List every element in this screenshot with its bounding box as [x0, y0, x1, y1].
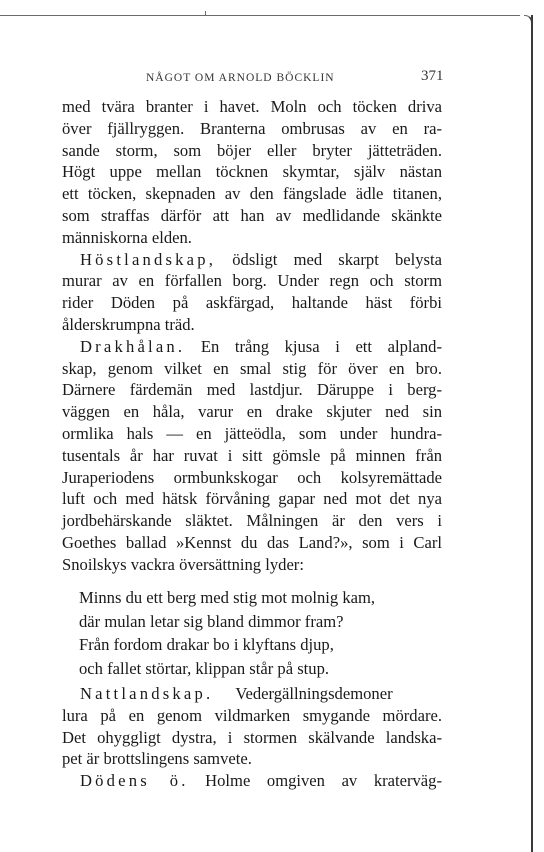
text-fragment: Holme omgiven av kraterväg- [188, 771, 442, 791]
paragraph-first-line [62, 770, 442, 792]
paragraph-heading: Drakhålan. [80, 336, 186, 356]
text-line: luft och med hätsk förvåning gapar ned mot det nya [62, 489, 442, 509]
text-fragment: Vedergällningsdemoner [235, 684, 393, 703]
verse-line: och fallet störtar, klippan står på stup. [79, 658, 330, 678]
right-page-edge [531, 15, 533, 852]
text-line: Högt uppe mellan töcknen skymtar, själv nästan [62, 162, 442, 182]
text-line: Därnere färdemän med lastdjur. Däruppe i berg- [62, 380, 442, 400]
text-line: rider Döden på askfärgad, haltande häst förbi [62, 293, 442, 313]
text-line: Det ohyggligt dystra, i stormen skälvande landska- [62, 727, 442, 747]
paragraph-heading: Nattlandskap. [80, 684, 214, 703]
text-line: skap, genom vilket en smal stig för över en bro. [62, 358, 442, 378]
paragraph-first-line [62, 336, 442, 358]
text-line: med tvära branter i havet. Moln och töcken driva [62, 97, 442, 116]
text-line: över fjällryggen. Branterna ombrusas av en ra- [62, 118, 442, 138]
text-line: ormlika hals — en jätteödla, som under hundra- [62, 423, 442, 443]
verse-line: Från fordom drakar bo i klyftans djup, [79, 635, 334, 654]
running-head: NÅGOT OM ARNOLD BÖCKLIN [146, 72, 335, 84]
paragraph-heading: Dödens ö. [80, 771, 189, 791]
verse-line: där mulan letar sig bland dimmor fram? [79, 611, 344, 631]
text-line: murar av en förfallen borg. Under regn och storm [62, 271, 442, 291]
text-line: Snoilskys vackra översättning lyder: [62, 554, 304, 574]
top-border-tick [205, 11, 206, 16]
text-fragment: En trång kjusa i ett alpland- [185, 336, 442, 356]
text-line: sande storm, som böjer eller bryter jätteträden. [62, 140, 442, 160]
text-line: Goethes ballad »Kennst du das Land?», som i Carl [62, 532, 442, 552]
text-line: tusentals år har ruvat i sitt gömsle på minnen från [62, 445, 442, 465]
text-fragment: ödsligt med skarpt belysta [216, 249, 442, 269]
text-line: ett töcken, skepnaden av den fängslade ädle titanen, [62, 184, 442, 204]
main-text-continued [62, 683, 442, 792]
verse-line: Minns du ett berg med stig mot molnig kam, [79, 588, 376, 607]
text-line: pet är brottslingens samvete. [62, 749, 252, 769]
text-line: jordbehärskande släktet. Målningen är den vers i [62, 511, 442, 531]
paragraph-first-line [62, 683, 442, 705]
main-text [62, 96, 442, 576]
page-number: 371 [421, 68, 444, 84]
text-line: ålderskrumpna träd. [62, 314, 195, 334]
text-line: väggen en håla, varur en drake skjuter ned sin [62, 402, 442, 422]
verse-quote [79, 586, 439, 680]
text-line: som straffas därför att han av medlidande skänkte [62, 205, 442, 225]
paragraph-first-line [62, 249, 442, 271]
text-line: lura på en genom vildmarken smygande mördare. [62, 705, 442, 725]
text-line: Juraperiodens ormbunkskogar och kolsyremättade [62, 467, 442, 487]
paragraph-heading: Höstlandskap, [80, 249, 217, 269]
top-border-line [0, 15, 520, 16]
text-line: människorna elden. [62, 227, 192, 247]
